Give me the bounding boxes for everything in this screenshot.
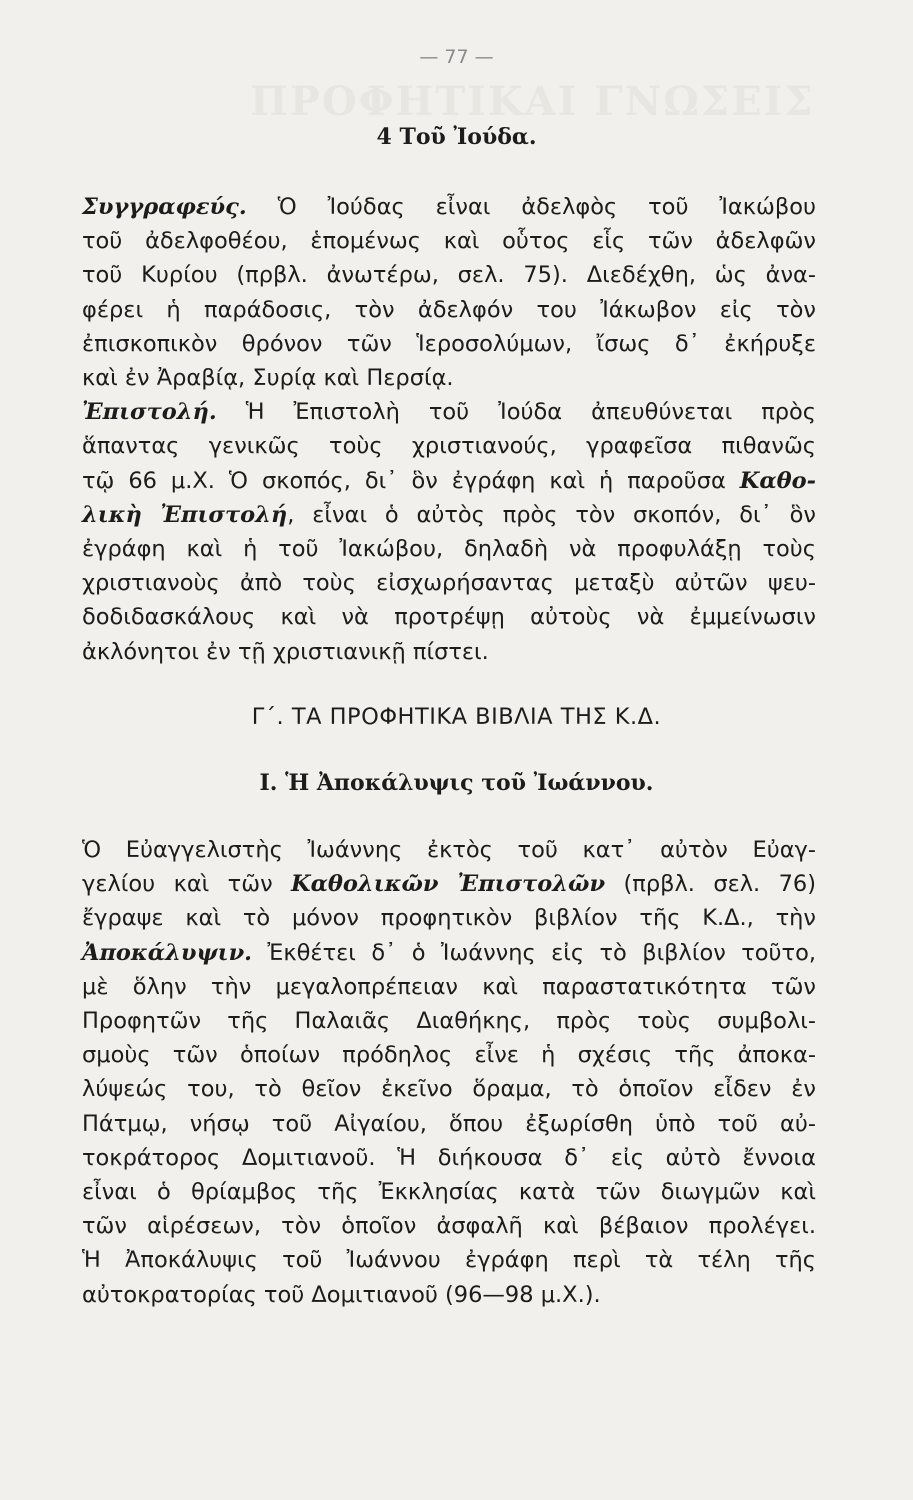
text-line: λικὴ Ἐπιστολή, εἶναι ὁ αὐτὸς πρὸς τὸν σκοπόν, δι᾿ ὃν — [82, 501, 816, 528]
text-line: χριστιανοὺς ἀπὸ τοὺς εἰσχωρήσαντας μεταξὺ αὐτῶν ψευ- — [82, 570, 816, 597]
author-label: Συγγραφεύς. — [82, 194, 247, 220]
section-title: 4 Τοῦ Ἰούδα. — [376, 124, 537, 150]
epistle-label: Ἐπιστολή. — [82, 399, 217, 426]
text-line: μὲ ὅλην τὴν μεγαλοπρέπειαν καὶ παραστατικότητα τῶν — [82, 973, 816, 1000]
text-line: Συγγραφεύς. Ὁ Ἰούδας εἶναι ἀδελφὸς τοῦ Ἰακώβου — [82, 194, 816, 220]
text-line: τῷ 66 μ.Χ. Ὁ σκοπός, δι᾿ ὃν ἐγράφη καὶ ἡ παροῦσα Καθο- — [82, 467, 816, 494]
subsection-heading: Ι. Ἡ Ἀποκάλυψις τοῦ Ἰωάννου. — [259, 770, 654, 796]
text-line: τοῦ Κυρίου (πρβλ. ἀνωτέρω, σελ. 75). Διεδέχθη, ὡς ἀνα- — [82, 262, 816, 289]
text-line: ἅπαντας γενικῶς τοὺς χριστιανούς, γραφεῖσα πιθανῶς — [82, 433, 816, 460]
text-line: τοῦ ἀδελφοθέου, ἑπομένως καὶ οὗτος εἷς τῶν ἀδελφῶν — [82, 228, 816, 255]
paragraph-revelation — [82, 833, 816, 1312]
text-line: καὶ ἐν Ἀραβίᾳ, Συρίᾳ καὶ Περσίᾳ. — [82, 365, 454, 392]
text-line: αὐτοκρατορίας τοῦ Δομιτιανοῦ (96—98 μ.Χ.). — [82, 1281, 601, 1308]
text-line: Προφητῶν τῆς Παλαιᾶς Διαθήκης, πρὸς τοὺς συμβολι- — [82, 1008, 816, 1035]
text-line: φέρει ἡ παράδοσις, τὸν ἀδελφόν του Ἰάκωβον εἰς τὸν — [82, 296, 816, 323]
chapter-heading: Γ΄. ΤΑ ΠΡΟΦΗΤΙΚΑ ΒΙΒΛΙΑ ΤΗΣ Κ.Δ. — [251, 704, 662, 730]
paragraph-jude — [82, 190, 816, 669]
text-line: ἐγράφη καὶ ἡ τοῦ Ἰακώβου, δηλαδὴ νὰ προφυλάξῃ τοὺς — [82, 536, 816, 563]
text-line: σμοὺς τῶν ὁποίων πρόδηλος εἶνε ἡ σχέσις τῆς ἀποκα- — [82, 1042, 816, 1069]
text-line: ἔγραψε καὶ τὸ μόνον προφητικὸν βιβλίον τῆς Κ.Δ., τὴν — [82, 905, 816, 932]
text-line: Ἀποκάλυψιν. Ἐκθέτει δ᾿ ὁ Ἰωάννης εἰς τὸ βιβλίον τοῦτο, — [82, 939, 816, 966]
text-line: Ὁ Εὐαγγελιστὴς Ἰωάννης ἐκτὸς τοῦ κατ᾿ αὐτὸν Εὐαγ- — [82, 837, 816, 863]
text-line: Ἐπιστολή. Ἡ Ἐπιστολὴ τοῦ Ἰούδα ἀπευθύνεται πρὸς — [82, 399, 816, 426]
text-line: τοκράτορος Δομιτιανοῦ. Ἡ διήκουσα δ᾿ εἰς αὐτὸ ἔννοια — [82, 1144, 816, 1171]
text-line: ἀκλόνητοι ἐν τῇ χριστιανικῇ πίστει. — [82, 638, 489, 665]
text-line: Πάτμῳ, νήσῳ τοῦ Αἰγαίου, ὅπου ἐξωρίσθη ὑπὸ τοῦ αὐ- — [82, 1110, 816, 1137]
text-line: δοδιδασκάλους καὶ νὰ προτρέψῃ αὐτοὺς νὰ ἐμμείνωσιν — [82, 604, 816, 631]
text-line: Ἡ Ἀποκάλυψις τοῦ Ἰωάννου ἐγράφη περὶ τὰ τέλη τῆς — [82, 1247, 816, 1274]
text-line: τῶν αἱρέσεων, τὸν ὁποῖον ἀσφαλῆ καὶ βέβαιον προλέγει. — [82, 1213, 816, 1240]
text-line: γελίου καὶ τῶν Καθολικῶν Ἐπιστολῶν (πρβλ. σελ. 76) — [82, 871, 817, 898]
text-line: εἶναι ὁ θρίαμβος τῆς Ἐκκλησίας κατὰ τῶν διωγμῶν καὶ — [82, 1179, 816, 1206]
page-number: — 77 — — [419, 46, 494, 68]
text-line: λύψεώς του, τὸ θεῖον ἐκεῖνο ὅραμα, τὸ ὁποῖον εἶδεν ἐν — [82, 1076, 816, 1103]
text-line: ἐπισκοπικὸν θρόνον τῶν Ἱεροσολύμων, ἴσως δ᾿ ἐκήρυξε — [82, 330, 816, 357]
bleed-through-text: ΠΡΟΦΗΤΙΚΑΙ ΓΝΩΣΕΙΣ — [250, 78, 815, 125]
